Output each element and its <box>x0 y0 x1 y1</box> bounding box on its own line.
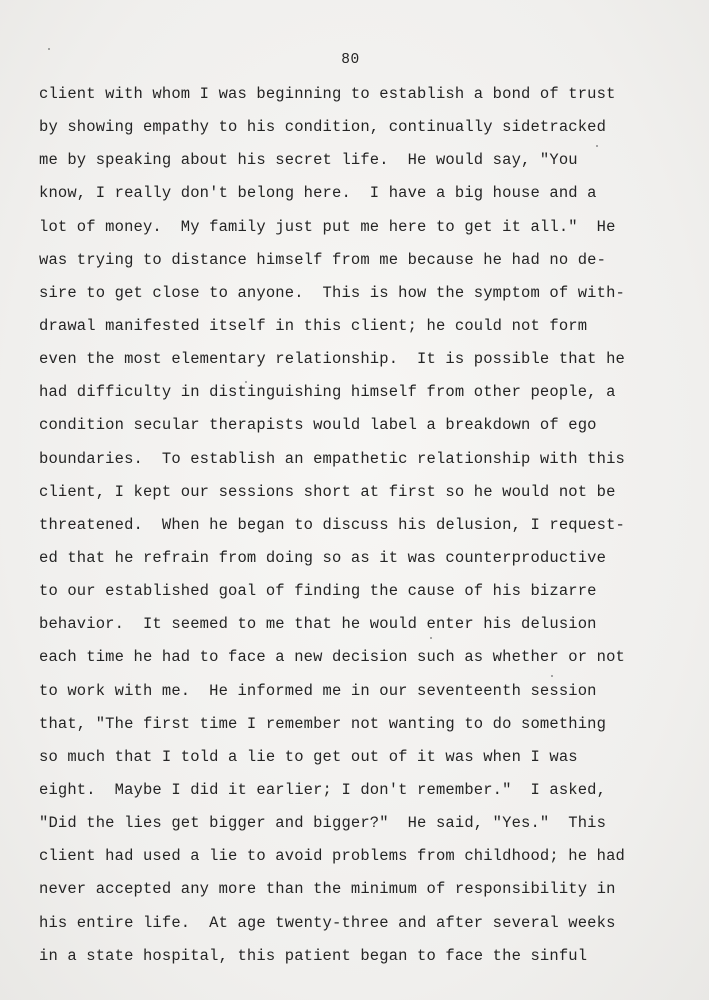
text-line: "Did the lies get bigger and bigger?" He said, "Yes." This <box>39 814 607 833</box>
text-line: even the most elementary relationship. It is possible that he <box>39 350 625 369</box>
scan-speck <box>596 145 598 147</box>
page-number: 80 <box>341 52 360 68</box>
text-line: drawal manifested itself in this client; he could not form <box>39 316 588 335</box>
text-line: condition secular therapists would label a breakdown of ego <box>39 416 597 435</box>
text-line: client with whom I was beginning to establish a bond of trust <box>39 85 616 103</box>
text-line: me by speaking about his secret life. He would say, "You <box>39 151 578 170</box>
text-line: threatened. When he began to discuss his delusion, I request- <box>39 515 625 534</box>
text-line: by showing empathy to his condition, continually sidetracked <box>39 118 607 137</box>
text-line: lot of money. My family just put me here to get it all." He <box>39 217 616 236</box>
text-line: know, I really don't belong here. I have a big house and a <box>39 184 597 203</box>
text-line: client had used a lie to avoid problems from childhood; he had <box>39 847 625 866</box>
text-line: eight. Maybe I did it earlier; I don't remember." I asked, <box>39 780 607 799</box>
text-line: each time he had to face a new decision such as whether or not <box>39 648 625 667</box>
text-line: to work with me. He informed me in our seventeenth session <box>39 681 597 700</box>
text-line: boundaries. To establish an empathetic relationship with this <box>39 449 625 468</box>
text-line: sire to get close to anyone. This is how the symptom of with- <box>39 283 625 302</box>
text-line: so much that I told a lie to get out of it was when I was <box>39 747 578 766</box>
text-line: had difficulty in distinguishing himself from other people, a <box>39 383 616 402</box>
body-text <box>39 82 679 977</box>
scan-speck <box>48 48 50 50</box>
text-line: to our established goal of finding the cause of his bizarre <box>39 582 597 601</box>
text-line: in a state hospital, this patient began to face the sinful <box>39 946 588 965</box>
text-line: client, I kept our sessions short at first so he would not be <box>39 482 616 501</box>
text-line: never accepted any more than the minimum of responsibility in <box>39 880 616 899</box>
scan-speck <box>245 381 247 383</box>
text-line: was trying to distance himself from me because he had no de- <box>39 250 607 269</box>
text-line: his entire life. At age twenty-three and after several weeks <box>39 913 616 932</box>
text-line: that, "The first time I remember not wanting to do something <box>39 714 607 733</box>
text-line: ed that he refrain from doing so as it was counterproductive <box>39 548 607 567</box>
scan-speck <box>430 637 432 639</box>
scan-speck <box>551 675 553 677</box>
text-line: behavior. It seemed to me that he would enter his delusion <box>39 615 597 634</box>
